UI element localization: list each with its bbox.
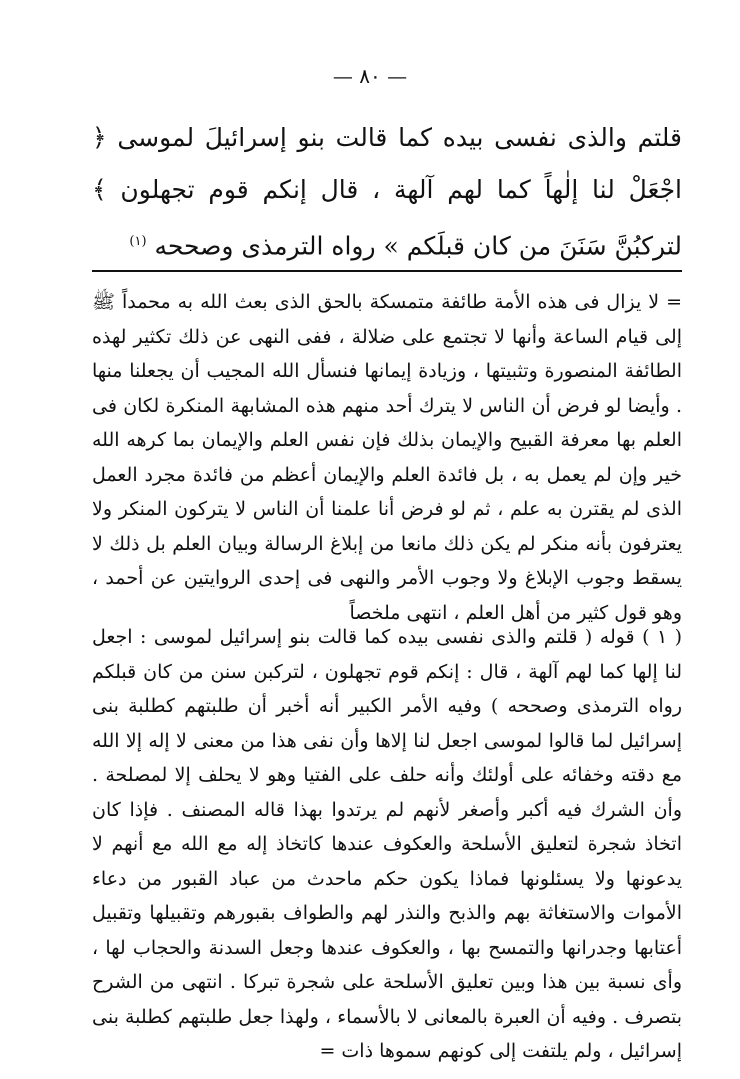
footnote-1 bbox=[92, 620, 682, 1069]
continued-footnote bbox=[92, 285, 682, 630]
footnote-marker: (١) bbox=[129, 234, 147, 249]
main-text bbox=[92, 112, 682, 272]
continued-footnote-text: = لا يزال فى هذه الأمة طائفة متمسكة بالحق الذى بعث الله به محمداً ﷺ إلى قيام الساعة وأنها لا تجتمع على ضلالة ، ففى النهى عن ذلك تكثير لهذه الطائفة المنصورة وتثبيتها ، وزيادة إيمانها فنسأل الله المجيب أن يجعلنا منها . وأيضا لو فرض أن الناس لا يترك أحد منهم هذه المشابهة المنكرة لكان فى العلم بها معرفة القبيح والإيمان بذلك فإن نفس العلم والإيمان بما كرهه الله خير وإن لم يعمل به ، بل فائدة العلم والإيمان أعظم من فائدة مجرد العمل الذى لم يقترن به علم ، ثم لو فرض أنا علمنا أن الناس لا يتركون المنكر ولا يعترفون بأنه منكر لم يكن ذلك مانعا من إبلاغ الرسالة وبيان العلم بل ذلك لا يسقط وجوب الإبلاغ ولا وجوب الأمر والنهى فى إحدى الروايتين عن أحمد ، وهو قول كثير من أهل العلم ، انتهى ملخصاً bbox=[92, 291, 682, 624]
footnote-1-text: ( ١ ) قوله ( قلتم والذى نفسى بيده كما قالت بنو إسرائيل لموسى : اجعل لنا إلها كما لهم آلهة ، قال : إنكم قوم تجهلون ، لتركبن سنن من كان قبلكم رواه الترمذى وصححه ) وفيه الأمر الكبير أنه أخبر أن طلبتهم كطلبة بنى إسرائيل لما قالوا لموسى اجعل لنا إلاها وأن نفى هذا من معنى لا إله إلا الله مع دقته وخفائه على أولئك وأنه حلف على الفتيا وهو لا يحلف إلا لمصلحة . وأن الشرك فيه أكبر وأصغر لأنهم لم يرتدوا بهذا قاله المصنف . فإذا كان اتخاذ شجرة لتعليق الأسلحة والعكوف عندها كاتخاذ إله مع الله مع أنهم لا يدعونها ولا يسئلونها فماذا يكون حكم ماحدث من عباد القبور من دعاء الأموات والاستغاثة بهم والذبح والنذر لهم والطواف بقبورهم وتقبيلها وتقبيل أعتابها وجدرانها والتمسح بها ، والعكوف عندها وجعل السدنة والحجاب لها ، وأى نسبة بين هذا وبين تعليق الأسلحة على شجرة تبركا . انتهى من الشرح بتصرف . وفيه أن العبرة بالمعانى لا بالأسماء ، ولهذا جعل طلبتهم كطلبة بنى إسرائيل ، ولم يلتفت إلى كونهم سموها ذات = bbox=[92, 626, 683, 1062]
footnote-separator bbox=[92, 270, 682, 272]
main-paragraph-text: قلتم والذى نفسى بيده كما قالت بنو إسرائيلَ لموسى ﴿ اجْعَلْ لنا إلٰهاً كما لهم آلهة ، قال إنكم قوم تجهلون ﴾ لتركبُنَّ سَنَنَ من كان قبلَكم » رواه الترمذى وصححه bbox=[92, 123, 682, 261]
main-paragraph bbox=[92, 112, 682, 272]
page-number: — ٨٠ — bbox=[332, 64, 408, 88]
